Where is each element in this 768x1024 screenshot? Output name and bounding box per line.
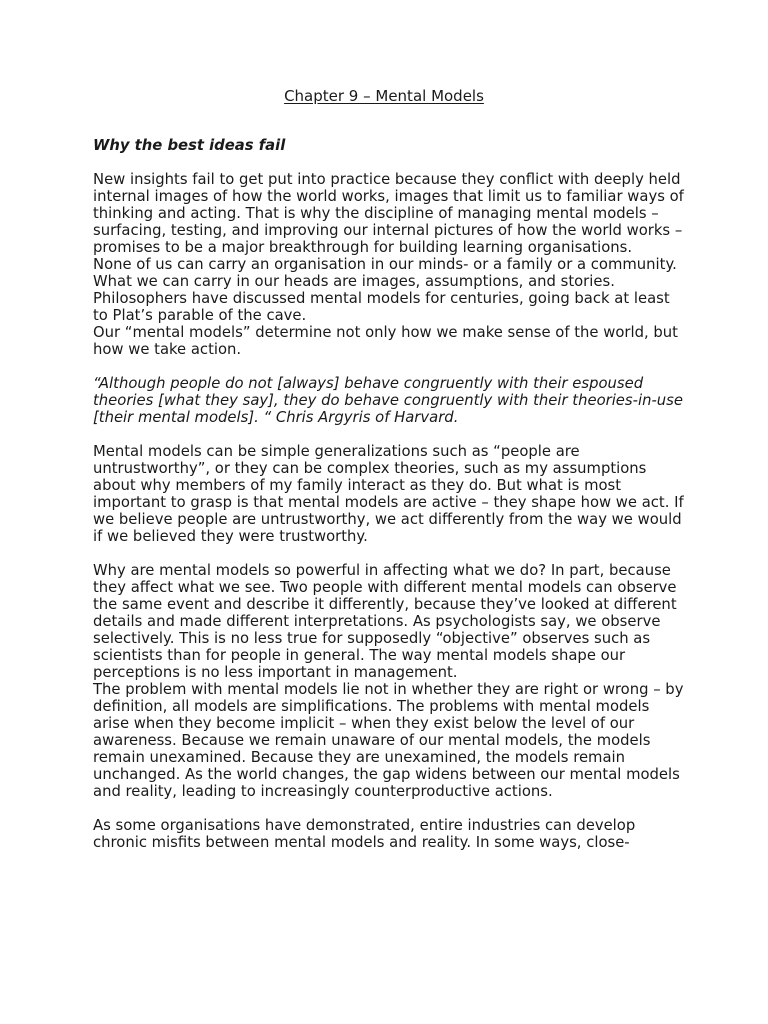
paragraph-gap: [93, 545, 689, 562]
quote-paragraph: “Although people do not [always] behave congruently with their espoused theories [what they say], they do behave congruently with their theories-in-use [their mental models]. “ Chris Argyris of Harvard.: [93, 375, 683, 426]
body-paragraph: As some organisations have demonstrated, entire industries can develop chronic misfits between mental models and reality. In some ways, close-: [93, 817, 636, 851]
paragraph-gap: [93, 358, 689, 375]
paragraph-gap: [93, 800, 689, 817]
body-paragraph: None of us can carry an organisation in our minds- or a family or a community. What we can carry in our heads are images, assumptions, and stories. Philosophers have discussed mental models for centuries, going back at least to Plat’s parable of the cave.: [93, 256, 677, 324]
body-paragraph: Why are mental models so powerful in affecting what we do? In part, because they affect what we see. Two people with different mental models can observe the same event and describe it differently, because they’ve looked at different details and made different interpretations. As psychologists say, we observe selectively. This is no less true for supposedly “objective” observes such as scientists than for people in general. The way mental models shape our perceptions is no less important in management.: [93, 562, 677, 681]
paragraph-gap: [93, 154, 689, 171]
page-title: Chapter 9 – Mental Models: [284, 87, 484, 105]
section-heading: Why the best ideas fail: [93, 137, 286, 154]
paragraph-gap: [93, 426, 689, 443]
body-paragraph: The problem with mental models lie not in whether they are right or wrong – by definition, all models are simplifications. The problems with mental models arise when they become implicit – when they exist below the level of our awareness. Because we remain unaware of our mental models, the models remain unexamined. Because they are unexamined, the models remain unchanged. As the world changes, the gap widens between our mental models and reality, leading to increasingly counterproductive actions.: [93, 681, 684, 800]
document-body: [93, 137, 689, 851]
body-paragraph: Mental models can be simple generalizations such as “people are untrustworthy”, or they can be complex theories, such as my assumptions about why members of my family interact as they do. But what is most important to grasp is that mental models are active – they shape how we act. If we believe people are untrustworthy, we act differently from the way we would if we believed they were trustworthy.: [93, 443, 684, 545]
body-paragraph: New insights fail to get put into practice because they conflict with deeply held internal images of how the world works, images that limit us to familiar ways of thinking and acting. That is why the discipline of managing mental models – surfacing, testing, and improving our internal pictures of how the world works – promises to be a major breakthrough for building learning organisations.: [93, 171, 684, 256]
body-paragraph: Our “mental models” determine not only how we make sense of the world, but how we take action.: [93, 324, 678, 358]
